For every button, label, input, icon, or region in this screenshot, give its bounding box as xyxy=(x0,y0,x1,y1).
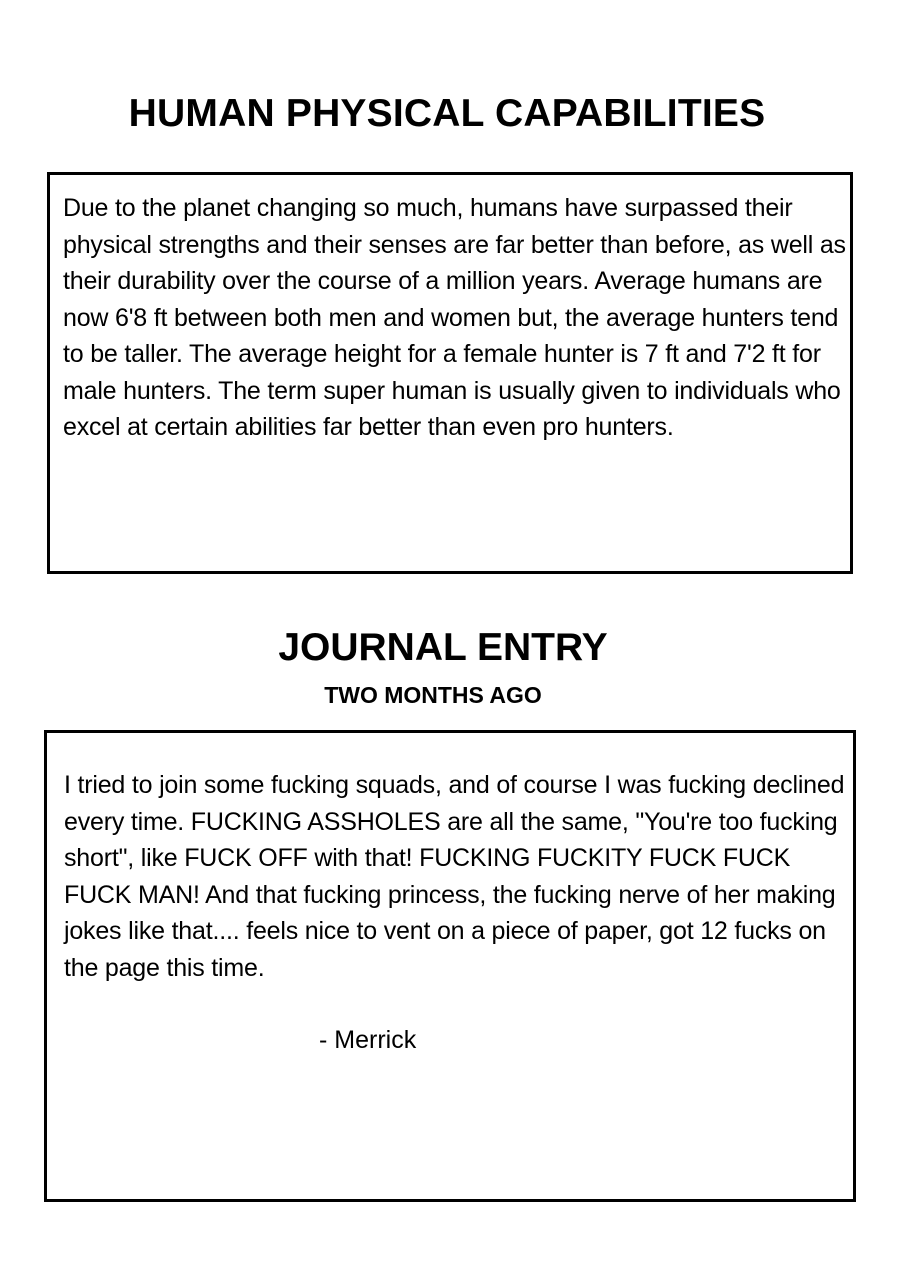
journal-entry-body-text: I tried to join some fucking squads, and of course I was fucking declined every time. FUCKING ASSHOLES are all the same, "You're too fucking short", like FUCK OFF with that! FUCKING FUCKITY FUCK FUCK FUCK MAN! And that fucking princess, the fucking nerve of her making jokes like that.... feels nice to vent on a piece of paper, got 12 fucks on the page this time. xyxy=(64,771,845,982)
info-box-body-text: Due to the planet changing so much, humans have surpassed their physical strengths and their senses are far better than before, as well as their durability over the course of a million years. Average humans are now 6'8 ft between both men and women but, the average hunters tend to be taller. The average height for a female hunter is 7 ft and 7'2 ft for male hunters. The term super human is usually given to individuals who excel at certain abilities far better than even pro hunters. xyxy=(63,194,846,441)
journal-entry-box xyxy=(44,730,856,1202)
journal-entry-date-subtitle: TWO MONTHS AGO xyxy=(324,682,542,708)
journal-entry-signature: - Merrick xyxy=(319,1026,417,1054)
section-title-journal-entry: JOURNAL ENTRY xyxy=(278,626,608,669)
info-box-human-physical-capabilities xyxy=(47,172,853,574)
section-title-human-physical-capabilities: HUMAN PHYSICAL CAPABILITIES xyxy=(128,92,766,135)
